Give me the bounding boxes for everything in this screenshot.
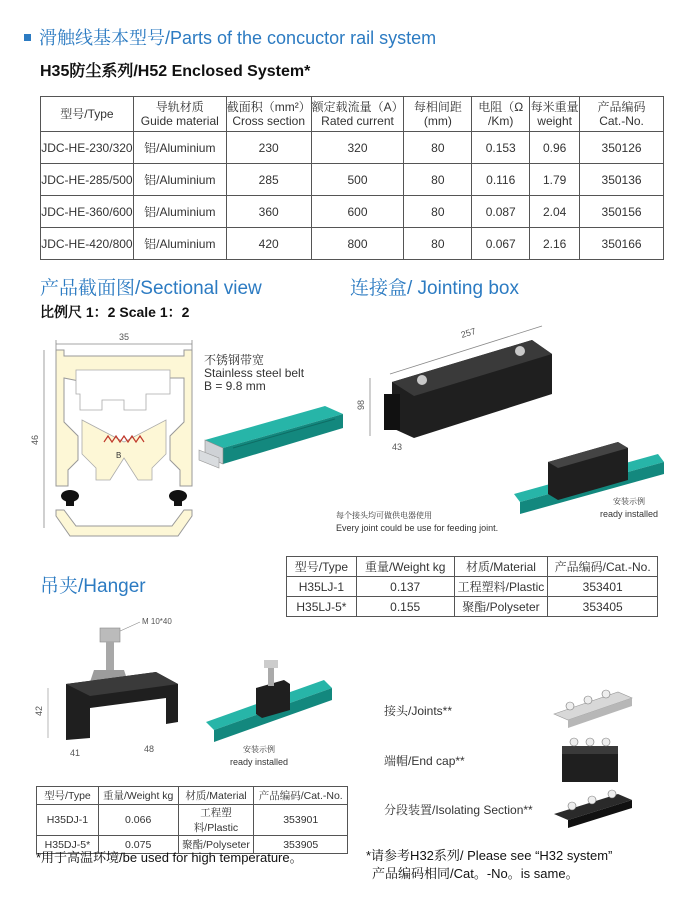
jointing-box-table — [286, 556, 658, 617]
main-spec-table — [40, 96, 664, 260]
table-cell: 350156 — [580, 196, 664, 228]
isolating-label: 分段装置/Isolating Section** — [384, 803, 533, 817]
column-header-line: 电阻（Ω — [478, 100, 524, 114]
endcap-label: 端帽/End cap** — [384, 754, 465, 768]
column-header — [41, 97, 134, 132]
column-header: 材质/Material — [454, 557, 548, 577]
table-cell: 353901 — [254, 805, 348, 836]
hanger-dim-m: M 10*40 — [142, 617, 172, 626]
table-row — [41, 196, 664, 228]
table-cell: 0.087 — [472, 196, 530, 228]
column-header-line: Rated current — [321, 114, 394, 128]
bolt-icon — [417, 375, 427, 385]
column-header — [472, 97, 530, 132]
dim-width-label: 35 — [118, 332, 130, 342]
hanger-title: 吊夹/Hanger — [40, 576, 146, 597]
jb-dim-w: 43 — [392, 442, 403, 452]
high-temp-note: *用于高温环境/be used for high temperature。 — [36, 850, 303, 865]
page-title — [24, 24, 436, 50]
table-cell: JDC-HE-230/320 — [41, 132, 134, 164]
dim-b-label: B — [116, 451, 122, 460]
hanger-ready-en: ready installed — [230, 757, 289, 767]
table-row — [41, 228, 664, 260]
table-cell: 230 — [226, 132, 311, 164]
column-header — [226, 97, 311, 132]
isolating-section-image — [548, 786, 638, 834]
sectional-profile-drawing — [20, 330, 200, 545]
table-row — [41, 164, 664, 196]
table-cell: 铝/Aluminium — [133, 132, 226, 164]
column-header: 材质/Material — [178, 787, 254, 805]
column-header-line: 导轨材质 — [155, 100, 204, 114]
jb-dim-len: 257 — [459, 325, 477, 340]
hanger-drawing — [20, 612, 210, 762]
column-header-line: 每相间距 — [413, 100, 462, 114]
table-cell: 工程塑料/Plastic — [454, 577, 548, 597]
h32-note-line1: *请参考H32系列/ Please see “H32 system” — [366, 848, 613, 863]
table-cell: 353401 — [548, 577, 658, 597]
table-cell: H35DJ-1 — [37, 805, 99, 836]
column-header: 产品编码/Cat.-No. — [548, 557, 658, 577]
table-cell: 0.155 — [356, 597, 454, 617]
table-cell: 铝/Aluminium — [133, 164, 226, 196]
hanger-dim-w2: 48 — [144, 744, 155, 754]
column-header: 型号/Type — [37, 787, 99, 805]
joints-image — [548, 684, 638, 728]
column-header-line: Cross section — [232, 114, 306, 128]
column-header-line: /Km) — [488, 114, 514, 128]
table-row — [287, 577, 658, 597]
table-cell: 285 — [226, 164, 311, 196]
table-header-row — [37, 787, 348, 805]
column-header — [404, 97, 472, 132]
column-header-line: 产品编码 — [597, 100, 646, 114]
table-row — [41, 132, 664, 164]
table-row — [287, 597, 658, 617]
bolt-icon — [515, 346, 525, 356]
table-cell: 0.153 — [472, 132, 530, 164]
feeding-note-cn: 每个接头均可做供电器使用 — [336, 511, 432, 520]
jointing-box-title: 连接盒/ Jointing box — [350, 278, 519, 299]
column-header: 重量/Weight kg — [98, 787, 178, 805]
page-subtitle: H35防尘系列/H52 Enclosed System* — [40, 63, 311, 80]
column-header: 型号/Type — [287, 557, 357, 577]
steel-belt-cn: 不锈钢带宽 — [204, 353, 265, 367]
sectional-view-title: 产品截面图/Sectional view — [40, 278, 262, 299]
table-cell: 80 — [404, 164, 472, 196]
hanger-dim-w1: 41 — [70, 748, 81, 758]
title-bullet — [24, 34, 31, 41]
column-header-line: 型号/Type — [60, 107, 114, 121]
hanger-table — [36, 786, 348, 854]
page-title-text: 滑触线基本型号/Parts of the concuctor rail system — [39, 28, 437, 48]
table-cell: 0.066 — [98, 805, 178, 836]
dim-height-label: 46 — [30, 434, 40, 446]
table-row — [37, 805, 348, 836]
table-cell: 350166 — [580, 228, 664, 260]
column-header-line: (mm) — [423, 114, 452, 128]
table-cell: 800 — [311, 228, 404, 260]
column-header — [580, 97, 664, 132]
table-cell: 聚酯/Polyseter — [178, 836, 254, 854]
steel-belt-label — [204, 354, 304, 393]
table-cell: 聚酯/Polyseter — [454, 597, 548, 617]
table-cell: 2.16 — [530, 228, 580, 260]
column-header: 重量/Weight kg — [356, 557, 454, 577]
endcap-image — [556, 732, 626, 784]
table-cell: 0.116 — [472, 164, 530, 196]
table-cell: 铝/Aluminium — [133, 228, 226, 260]
column-header — [133, 97, 226, 132]
table-cell: H35LJ-5* — [287, 597, 357, 617]
table-cell: 0.137 — [356, 577, 454, 597]
h32-note-line2: 产品编码相同/Cat。-No。is same。 — [372, 866, 579, 881]
column-header-line: 截面积（mm²） — [226, 100, 311, 114]
column-header: 产品编码/Cat.-No. — [254, 787, 348, 805]
jb-ready-label — [600, 496, 658, 520]
column-header-line: 每米重量 — [530, 100, 579, 114]
table-cell: 420 — [226, 228, 311, 260]
steel-belt-en: Stainless steel belt — [204, 366, 305, 380]
table-cell: 320 — [311, 132, 404, 164]
table-cell: 0.067 — [472, 228, 530, 260]
table-cell: 350126 — [580, 132, 664, 164]
column-header-line: 额定载流量（A） — [311, 100, 404, 114]
table-cell: 350136 — [580, 164, 664, 196]
column-header — [530, 97, 580, 132]
column-header-line: weight — [537, 114, 572, 128]
column-header-line: Cat.-No. — [599, 114, 644, 128]
table-cell: H35LJ-1 — [287, 577, 357, 597]
table-cell: 353905 — [254, 836, 348, 854]
hanger-ready-cn: 安装示例 — [243, 745, 276, 754]
table-cell: 353405 — [548, 597, 658, 617]
table-cell: JDC-HE-360/600 — [41, 196, 134, 228]
joints-label: 接头/Joints** — [384, 704, 453, 718]
table-cell: 360 — [226, 196, 311, 228]
jb-ready-en: ready installed — [600, 509, 659, 519]
hanger-installed — [200, 656, 340, 756]
table-cell: JDC-HE-420/800 — [41, 228, 134, 260]
table-cell: H35DJ-5* — [37, 836, 99, 854]
column-header — [311, 97, 404, 132]
table-cell: 2.04 — [530, 196, 580, 228]
table-cell: 0.96 — [530, 132, 580, 164]
jb-dim-h: 98 — [356, 399, 366, 410]
scale-label: 比例尺 1：2 Scale 1：2 — [40, 304, 190, 320]
table-cell: 铝/Aluminium — [133, 196, 226, 228]
hanger-ready-label — [230, 744, 288, 768]
rail-3d-illustration — [195, 392, 355, 472]
table-header-row — [287, 557, 658, 577]
table-cell: 0.075 — [98, 836, 178, 854]
table-cell: 500 — [311, 164, 404, 196]
jb-ready-cn: 安装示例 — [613, 497, 646, 506]
feeding-note — [336, 510, 498, 534]
h32-note — [366, 847, 612, 883]
table-cell: 80 — [404, 132, 472, 164]
table-cell: 1.79 — [530, 164, 580, 196]
steel-belt-width: B = 9.8 mm — [204, 379, 266, 393]
table-header-row — [41, 97, 664, 132]
table-cell: 80 — [404, 228, 472, 260]
table-cell: 600 — [311, 196, 404, 228]
hanger-dim-h: 42 — [34, 705, 44, 716]
column-header-line: Guide material — [140, 114, 219, 128]
table-cell: JDC-HE-285/500 — [41, 164, 134, 196]
feeding-note-en: Every joint could be use for feeding joint. — [336, 523, 499, 533]
table-cell: 工程塑料/Plastic — [178, 805, 254, 836]
table-cell: 80 — [404, 196, 472, 228]
